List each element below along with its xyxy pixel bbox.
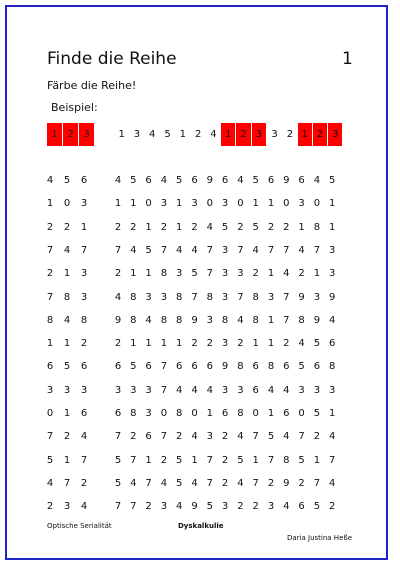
example-sequence-digit: 2: [236, 123, 251, 146]
target-digit: 1: [46, 338, 54, 350]
sequence-digit[interactable]: 1: [252, 454, 259, 466]
sequence-digit[interactable]: 1: [130, 268, 137, 280]
target-digit: 5: [46, 454, 54, 466]
example-sequence: [114, 123, 343, 146]
sequence-digit[interactable]: 0: [206, 198, 213, 210]
sequence-digit[interactable]: 4: [237, 314, 244, 326]
sequence-digit[interactable]: 3: [298, 384, 305, 396]
sequence-digit[interactable]: 3: [221, 384, 229, 396]
sequence-digit[interactable]: 2: [252, 501, 259, 513]
sequence-digit[interactable]: 1: [176, 198, 183, 210]
sequence-digit[interactable]: 3: [160, 198, 168, 210]
sequence-digit[interactable]: 4: [206, 221, 213, 233]
target-digit: 6: [80, 408, 88, 419]
sequence-digit[interactable]: 2: [313, 431, 321, 443]
sequence-digit[interactable]: 7: [206, 477, 213, 489]
sequence-digit[interactable]: 7: [114, 501, 122, 513]
target-digit: 0: [63, 198, 71, 210]
sequence-digit[interactable]: 7: [283, 291, 290, 303]
sequence-digit[interactable]: 0: [252, 408, 259, 419]
sequence-digit[interactable]: 1: [206, 408, 213, 419]
sequence-digit[interactable]: 3: [329, 384, 336, 396]
sequence-digit[interactable]: 3: [145, 384, 152, 396]
sequence-digit[interactable]: 5: [176, 175, 183, 186]
sequence-digit[interactable]: 6: [221, 175, 229, 186]
sequence-digit[interactable]: 2: [267, 221, 275, 233]
sequence-digit[interactable]: 0: [313, 198, 321, 210]
sequence-digit[interactable]: 2: [191, 221, 198, 233]
sequence-digit[interactable]: 7: [267, 454, 275, 466]
sequence-digit[interactable]: 2: [267, 477, 275, 489]
sequence-digit[interactable]: 6: [145, 175, 152, 186]
sequence-digit[interactable]: 6: [283, 361, 290, 373]
sequence-digit[interactable]: 5: [298, 361, 305, 373]
sequence-digit[interactable]: 5: [191, 268, 198, 280]
sequence-digit[interactable]: 4: [206, 384, 213, 396]
sequence-digit[interactable]: 2: [221, 477, 229, 489]
sequence-digit[interactable]: 4: [114, 175, 122, 186]
sequence-digit[interactable]: 4: [160, 175, 168, 186]
sequence-digit[interactable]: 8: [267, 361, 275, 373]
sequence-digit[interactable]: 1: [329, 198, 336, 210]
sequence-digit[interactable]: 4: [237, 431, 244, 443]
sequence-digit[interactable]: 2: [298, 477, 305, 489]
sequence-digit[interactable]: 1: [329, 221, 336, 233]
sequence-digit[interactable]: 2: [114, 268, 122, 280]
sequence-digit[interactable]: 4: [191, 477, 198, 489]
sequence-digit[interactable]: 1: [252, 198, 259, 210]
target-digit: 2: [80, 338, 88, 350]
example-sequence-digit: 5: [164, 129, 171, 140]
target-digit: 4: [80, 431, 88, 443]
target-digit: 0: [46, 408, 54, 419]
example-sequence-digit: 1: [179, 129, 187, 140]
sequence-digit[interactable]: 5: [176, 477, 183, 489]
target-digit: 2: [46, 268, 54, 280]
sequence-digit[interactable]: 3: [191, 198, 198, 210]
sequence-digit[interactable]: 3: [130, 384, 137, 396]
target-digit: 2: [80, 477, 88, 489]
example-sequence-digit: 4: [210, 129, 217, 140]
sequence-digit[interactable]: 7: [160, 244, 168, 256]
sequence-digit[interactable]: 5: [206, 501, 213, 513]
target-digit: 3: [63, 501, 71, 513]
target-digit: 8: [63, 291, 71, 303]
sequence-digit[interactable]: 3: [237, 268, 244, 280]
target-digit: 7: [80, 454, 88, 466]
sequence-digit[interactable]: 1: [267, 338, 275, 350]
sequence-digit[interactable]: 7: [252, 431, 259, 443]
sequence-digit[interactable]: 4: [160, 477, 168, 489]
sequence-digit[interactable]: 5: [130, 361, 137, 373]
sequence-digit[interactable]: 5: [313, 408, 321, 419]
sequence-digit[interactable]: 9: [191, 314, 198, 326]
sequence-digit[interactable]: 2: [237, 221, 244, 233]
target-digit: 2: [63, 431, 71, 443]
sequence-digit[interactable]: 7: [329, 454, 336, 466]
footer-middle: Dyskalkulie: [178, 522, 224, 530]
sequence-digit[interactable]: 4: [237, 477, 244, 489]
sequence-digit[interactable]: 9: [313, 314, 321, 326]
target-digit: 4: [80, 501, 88, 513]
sequence-digit[interactable]: 8: [160, 268, 168, 280]
sequence-digit[interactable]: 6: [191, 361, 198, 373]
sequence-digit[interactable]: 2: [283, 338, 290, 350]
sequence-digit[interactable]: 8: [130, 408, 137, 419]
sequence-digit[interactable]: 6: [298, 175, 305, 186]
sequence-digit[interactable]: 8: [298, 314, 305, 326]
sequence-digit[interactable]: 0: [298, 408, 305, 419]
sequence-digit[interactable]: 3: [221, 338, 229, 350]
target-digit: 1: [63, 408, 71, 419]
sequence-digit[interactable]: 5: [114, 477, 122, 489]
sequence-digit[interactable]: 8: [237, 361, 244, 373]
sequence-digit[interactable]: 6: [283, 408, 290, 419]
target-digit: 7: [63, 477, 71, 489]
target-digit: 4: [46, 477, 54, 489]
sequence-digit[interactable]: 8: [252, 314, 259, 326]
footer-left: Optische Serialität: [47, 522, 112, 530]
sequence-digit[interactable]: 7: [283, 244, 290, 256]
sequence-digit[interactable]: 9: [329, 291, 336, 303]
target-digit: 3: [46, 384, 54, 396]
target-digit: 1: [80, 221, 88, 233]
target-digit: 7: [46, 291, 54, 303]
target-digit: 4: [63, 314, 71, 326]
instruction: Färbe die Reihe!: [47, 79, 137, 92]
sequence-digit[interactable]: 1: [130, 338, 137, 350]
sequence-digit[interactable]: 4: [191, 244, 198, 256]
sequence-digit[interactable]: 1: [329, 408, 336, 419]
sequence-digit[interactable]: 7: [130, 454, 137, 466]
target-digit: 1: [46, 198, 54, 210]
sequence-digit[interactable]: 2: [160, 221, 168, 233]
sequence-digit[interactable]: 2: [114, 221, 122, 233]
sequence-digit[interactable]: 5: [313, 501, 321, 513]
sequence-digit[interactable]: 6: [252, 384, 259, 396]
sequence-digit[interactable]: 0: [237, 198, 244, 210]
sequence-digit[interactable]: 1: [267, 198, 275, 210]
example-sequence-digit: 3: [271, 129, 278, 140]
sequence-digit[interactable]: 6: [221, 408, 229, 419]
target-digit: 3: [63, 384, 71, 396]
sequence-digit[interactable]: 4: [176, 501, 183, 513]
sequence-digit[interactable]: 8: [160, 314, 168, 326]
example-sequence-digit: 1: [221, 123, 236, 146]
sequence-digit[interactable]: 3: [114, 384, 122, 396]
sequence-digit[interactable]: 7: [267, 244, 275, 256]
sequence-digit[interactable]: 7: [206, 244, 213, 256]
sequence-digit[interactable]: 7: [237, 244, 244, 256]
sequence-digit[interactable]: 4: [283, 431, 290, 443]
sequence-digit[interactable]: 0: [160, 408, 168, 419]
sequence-digit[interactable]: 4: [298, 244, 305, 256]
sequence-digit[interactable]: 7: [206, 454, 213, 466]
sequence-digit[interactable]: 4: [283, 501, 290, 513]
sequence-digit[interactable]: 8: [252, 291, 259, 303]
target-digit: 1: [63, 454, 71, 466]
target-digit: 6: [80, 361, 88, 373]
sequence-digit[interactable]: 7: [298, 431, 305, 443]
sequence-digit[interactable]: 1: [252, 338, 259, 350]
sequence-digit[interactable]: 5: [313, 338, 321, 350]
target-digit: 7: [80, 244, 88, 256]
sequence-digit[interactable]: 3: [160, 291, 168, 303]
target-digit: 4: [63, 244, 71, 256]
sequence-digit[interactable]: 4: [145, 314, 152, 326]
sequence-digit[interactable]: 5: [130, 175, 137, 186]
example-target: [47, 123, 94, 146]
sequence-digit[interactable]: 3: [221, 198, 229, 210]
sequence-digit[interactable]: 6: [191, 175, 198, 186]
target-digit: 5: [63, 361, 71, 373]
sequence-digit[interactable]: 8: [206, 291, 213, 303]
sequence-digit[interactable]: 9: [206, 175, 213, 186]
sequence-digit[interactable]: 2: [176, 431, 183, 443]
sequence-digit[interactable]: 8: [283, 454, 290, 466]
example-sequence-digit: 2: [286, 129, 294, 140]
sequence-digit[interactable]: 2: [252, 268, 259, 280]
sequence-digit[interactable]: 7: [114, 244, 122, 256]
sequence-digit[interactable]: 1: [267, 268, 275, 280]
sequence-digit[interactable]: 4: [130, 477, 137, 489]
sequence-digit[interactable]: 3: [221, 291, 229, 303]
sequence-digit[interactable]: 7: [130, 501, 137, 513]
sequence-digit[interactable]: 4: [114, 291, 122, 303]
target-digit: 6: [46, 361, 54, 373]
sequence-digit[interactable]: 4: [176, 244, 183, 256]
target-digit: 2: [46, 501, 54, 513]
sequence-digit[interactable]: 5: [221, 221, 229, 233]
sequence-digit[interactable]: 4: [283, 268, 290, 280]
sequence-digit[interactable]: 3: [329, 244, 336, 256]
target-digit: 6: [80, 175, 88, 186]
sequence-digit[interactable]: 8: [130, 291, 137, 303]
sequence-digit[interactable]: 7: [283, 314, 290, 326]
example-sequence-digit: 1: [118, 129, 125, 140]
sequence-digit[interactable]: 1: [313, 268, 321, 280]
sequence-digit[interactable]: 8: [313, 221, 321, 233]
sequence-digit[interactable]: 4: [191, 431, 198, 443]
sequence-digit[interactable]: 4: [176, 384, 183, 396]
sequence-digit[interactable]: 8: [221, 314, 229, 326]
sequence-digit[interactable]: 5: [145, 244, 152, 256]
example-sequence-digit: 3: [328, 123, 343, 146]
sequence-digit[interactable]: 2: [206, 338, 213, 350]
sequence-digit[interactable]: 7: [191, 291, 198, 303]
example-target-digit: 3: [79, 123, 94, 146]
sequence-digit[interactable]: 5: [267, 431, 275, 443]
sequence-digit[interactable]: 1: [313, 454, 321, 466]
sequence-digit[interactable]: 1: [145, 454, 152, 466]
sequence-digit[interactable]: 9: [221, 361, 229, 373]
sequence-digit[interactable]: 6: [114, 361, 122, 373]
sequence-digit[interactable]: 2: [221, 454, 229, 466]
sequence-digit[interactable]: 3: [206, 314, 213, 326]
example-target-digit: 1: [47, 123, 63, 146]
sequence-digit[interactable]: 2: [221, 431, 229, 443]
sequence-digit[interactable]: 8: [130, 314, 137, 326]
sequence-digit[interactable]: 7: [160, 384, 168, 396]
example-sequence-digit: 3: [252, 123, 267, 146]
sequence-digit[interactable]: 4: [329, 431, 336, 443]
sequence-digit[interactable]: 0: [191, 408, 198, 419]
sequence-digit[interactable]: 1: [176, 221, 183, 233]
sequence-digit[interactable]: 7: [313, 477, 321, 489]
sequence-digit[interactable]: 4: [329, 477, 336, 489]
target-digit: 8: [80, 314, 88, 326]
sequence-digit[interactable]: 9: [191, 501, 198, 513]
sequence-digit[interactable]: 3: [329, 268, 336, 280]
sequence-digit[interactable]: 7: [145, 477, 152, 489]
example-label: Beispiel:: [51, 101, 98, 114]
sequence-digit[interactable]: 6: [252, 361, 259, 373]
sequence-digit[interactable]: 7: [252, 477, 259, 489]
sequence-digit[interactable]: 1: [191, 454, 198, 466]
sequence-digit[interactable]: 1: [298, 221, 305, 233]
sequence-digit[interactable]: 6: [267, 175, 275, 186]
sequence-digit[interactable]: 2: [298, 268, 305, 280]
sequence-digit[interactable]: 3: [313, 291, 321, 303]
sequence-digit[interactable]: 9: [298, 291, 305, 303]
sequence-digit[interactable]: 5: [329, 175, 336, 186]
page-number: 1: [342, 49, 353, 69]
sequence-digit[interactable]: 3: [221, 501, 229, 513]
sequence-digit[interactable]: 0: [283, 198, 290, 210]
sequence-digit[interactable]: 5: [176, 454, 183, 466]
page-title: Finde die Reihe: [47, 49, 177, 69]
sequence-digit[interactable]: 8: [237, 408, 244, 419]
sequence-digit[interactable]: 1: [267, 408, 275, 419]
sequence-digit[interactable]: 5: [237, 454, 244, 466]
sequence-digit[interactable]: 4: [329, 314, 336, 326]
sequence-digit[interactable]: 2: [237, 338, 244, 350]
sequence-digit[interactable]: 7: [313, 244, 321, 256]
sequence-digit[interactable]: 7: [160, 431, 168, 443]
example-sequence-digit: 1: [298, 123, 313, 146]
sequence-digit[interactable]: 6: [313, 361, 321, 373]
sequence-digit[interactable]: 1: [176, 338, 183, 350]
sequence-digit[interactable]: 8: [176, 408, 183, 419]
target-digit: 8: [46, 314, 54, 326]
sequence-digit[interactable]: 4: [237, 175, 244, 186]
target-digit: 3: [80, 198, 88, 210]
sequence-digit[interactable]: 4: [267, 384, 275, 396]
target-digit: 4: [46, 175, 54, 186]
sequence-digit[interactable]: 2: [237, 501, 244, 513]
sequence-digit[interactable]: 1: [267, 314, 275, 326]
sequence-digit[interactable]: 8: [176, 314, 183, 326]
target-digit: 7: [46, 431, 54, 443]
sequence-digit[interactable]: 9: [114, 314, 122, 326]
footer-author: Daria Justina Heße: [287, 534, 353, 542]
sequence-digit[interactable]: 3: [298, 198, 305, 210]
sequence-digit[interactable]: 1: [145, 268, 152, 280]
target-digit: 3: [80, 384, 88, 396]
sequence-digit[interactable]: 3: [221, 268, 229, 280]
sequence-digit[interactable]: 9: [283, 175, 290, 186]
target-digit: 1: [63, 338, 71, 350]
sequence-digit[interactable]: 2: [130, 431, 137, 443]
example-sequence-digit: 2: [194, 129, 202, 140]
sequence-digit[interactable]: 1: [114, 198, 122, 210]
sequence-digit[interactable]: 5: [114, 454, 122, 466]
target-digit: 1: [63, 268, 71, 280]
sequence-digit[interactable]: 2: [160, 454, 168, 466]
sequence-digit[interactable]: 2: [145, 501, 152, 513]
sequence-digit[interactable]: 3: [206, 431, 213, 443]
sequence-digit[interactable]: 0: [145, 198, 152, 210]
sequence-digit[interactable]: 4: [283, 384, 290, 396]
sequence-digit[interactable]: 1: [130, 198, 137, 210]
sequence-digit[interactable]: 6: [145, 361, 152, 373]
sequence-digit[interactable]: 2: [114, 338, 122, 350]
target-digit: 2: [63, 221, 71, 233]
sequence-digit[interactable]: 3: [221, 244, 229, 256]
sequence-digit[interactable]: 3: [145, 408, 152, 419]
sequence-digit[interactable]: 7: [237, 291, 244, 303]
sequence-digit[interactable]: 3: [313, 384, 321, 396]
sequence-digit[interactable]: 3: [267, 291, 275, 303]
sequence-digit[interactable]: 2: [283, 221, 290, 233]
target-digit: 7: [46, 244, 54, 256]
sequence-digit[interactable]: 3: [145, 291, 152, 303]
sequence-digit[interactable]: 4: [191, 384, 198, 396]
sequence-digit[interactable]: 3: [176, 268, 183, 280]
example-sequence-digit: 4: [149, 129, 156, 140]
target-digit: 3: [80, 291, 88, 303]
target-digit: 3: [80, 268, 88, 280]
sequence-digit[interactable]: 1: [145, 338, 152, 350]
sequence-digit[interactable]: 9: [283, 477, 290, 489]
sequence-digit[interactable]: 7: [206, 268, 213, 280]
sequence-digit[interactable]: 7: [114, 431, 122, 443]
sequence-digit[interactable]: 7: [160, 361, 168, 373]
sequence-digit[interactable]: 4: [130, 244, 137, 256]
sequence-digit[interactable]: 5: [298, 454, 305, 466]
sequence-digit[interactable]: 6: [176, 361, 183, 373]
sequence-digit[interactable]: 6: [145, 431, 152, 443]
sequence-digit[interactable]: 8: [176, 291, 183, 303]
sequence-digit[interactable]: 4: [298, 338, 305, 350]
sequence-digit[interactable]: 6: [298, 501, 305, 513]
sequence-digit[interactable]: 3: [160, 501, 168, 513]
sequence-digit[interactable]: 6: [206, 361, 213, 373]
sequence-digit[interactable]: 6: [329, 338, 336, 350]
sequence-digit[interactable]: 2: [329, 501, 336, 513]
example-sequence-digit: 2: [313, 123, 328, 146]
target-digit: 5: [63, 175, 71, 186]
sequence-digit[interactable]: 3: [267, 501, 275, 513]
sequence-digit[interactable]: 5: [252, 175, 259, 186]
sequence-digit[interactable]: 8: [329, 361, 336, 373]
sequence-digit[interactable]: 6: [114, 408, 122, 419]
example-sequence-digit: 3: [133, 129, 141, 140]
sequence-digit[interactable]: 1: [145, 221, 152, 233]
sequence-digit[interactable]: 1: [160, 338, 168, 350]
example-target-digit: 2: [63, 123, 79, 146]
sequence-digit[interactable]: 2: [130, 221, 137, 233]
sequence-digit[interactable]: 5: [252, 221, 259, 233]
sequence-digit[interactable]: 3: [237, 384, 244, 396]
sequence-digit[interactable]: 4: [252, 244, 259, 256]
sequence-digit[interactable]: 4: [313, 175, 321, 186]
target-digit: 2: [46, 221, 54, 233]
sequence-digit[interactable]: 2: [191, 338, 198, 350]
